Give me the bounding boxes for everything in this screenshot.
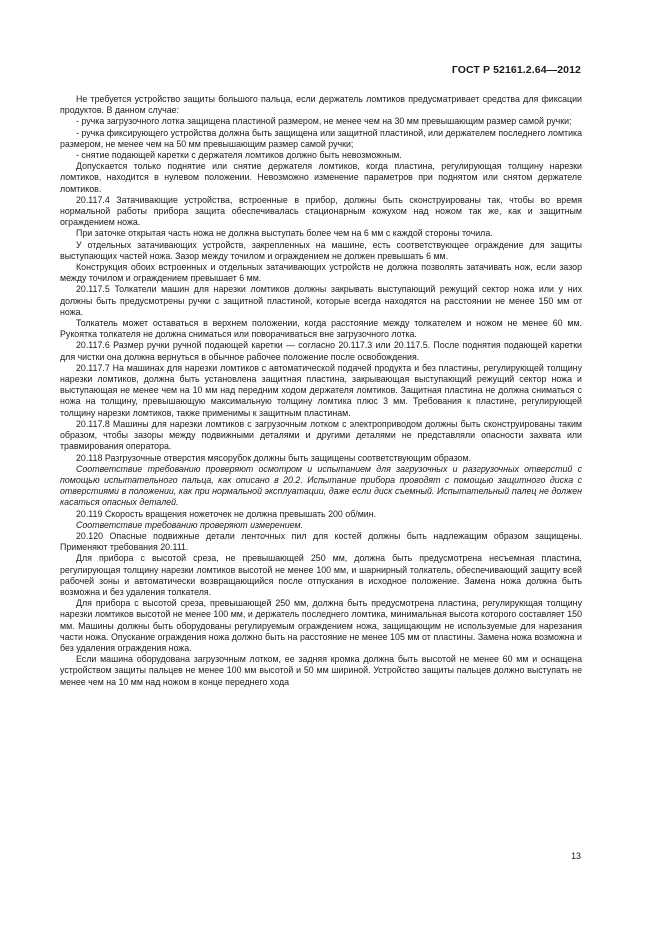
paragraph: Не требуется устройство защиты большого пальца, если держатель ломтиков предусматривает средства для фиксации продуктов. В данном случае: [60,94,582,116]
list-item: - ручка загрузочного лотка защищена пластиной размером, не менее чем на 30 мм превышающим размер самой ручки; [76,116,572,127]
clause-20-117-4: 20.117.4 Затачивающие устройства, встроенные в прибор, должны быть сконструированы так, чтобы во время нормальной работы прибора защита обеспечивалась стационарным кожухом над ножом так же, как и защитным ограждением ножа. [60,194,582,228]
clause-20-117-6: 20.117.6 Размер ручки ручной подающей каретки — согласно 20.117.3 или 20.117.5. После поднятия подающей каретки для чистки она должна вернуться в обычное рабочее положение после освобождения. [60,340,582,362]
clause-20-117-8: 20.117.8 Машины для нарезки ломтиков с загрузочным лотком с электроприводом должны быть сконструированы таким образом, чтобы зазоры между подвижными деталями и другими деталями не представляли опасности захвата или травмирования оператора. [60,418,582,452]
clause-20-117-5: 20.117.5 Толкатели машин для нарезки ломтиков должны закрывать выступающий режущий сектор ножа или у них должны быть предусмотрены ручки с защитной пластиной, которые всегда находятся на расстоянии не менее 150 мм от ножа. [60,284,582,317]
paragraph: Если машина оборудована загрузочным лотком, ее задняя кромка должна быть высотой не менее 60 мм и оснащена устройством защиты пальцев не менее 100 мм высотой и 50 мм шириной. Устройство защиты пальцев должно выступать не менее чем на 10 мм над ножом в конце переднего хода [60,654,582,687]
page-number: 13 [571,851,581,861]
compliance-note: Соответствие требованию проверяют осмотром и испытанием для загрузочных и разгрузочных отверстий с помощью испытательного пальца, как описано в 20.2. Испытание прибора проводят с помощью защитного диска с отверстиями в положении, как при нормальной эксплуатации, даже если диск съемный. Испытательный палец не должен касаться опасных деталей. [60,463,582,508]
clause-20-117-7: 20.117.7 На машинах для нарезки ломтиков с автоматической подачей продукта и без пластины, регулирующей толщину нарезки ломтиков, должна быть установлена защитная пластина, закрывающая выступающий режущий сектор ножа и выступающая не менее чем на 10 мм над передним ходом держателя ломтиков. Защитная пластина не должна сниматься с ножа на толщину, превышающую максимальную толщину ломтика плюс 3 мм. Требования к пластине, регулирующей толщину нарезки ломтиков, также применимы к защитным пластинам. [60,362,582,418]
document-code: ГОСТ Р 52161.2.64—2012 [451,64,581,76]
list-item: - снятие подающей каретки с держателя ломтиков должно быть невозможным. [76,150,402,161]
paragraph: Толкатель может оставаться в верхнем положении, когда расстояние между толкателем и ножом не менее 60 мм. Рукоятка толкателя не должна сниматься или поворачиваться вне загрузочного лотка. [60,318,582,340]
compliance-note: Соответствие требованию проверяют измерением. [76,519,303,530]
paragraph: При заточке открытая часть ножа не должна выступать более чем на 6 мм с каждой стороны точила. [76,228,493,239]
clause-20-118: 20.118 Разгрузочные отверстия мясорубок должны быть защищены соответствующим образом. [76,452,472,463]
paragraph: У отдельных затачивающих устройств, закрепленных на машине, есть соответствующее ограждение для защиты выступающих частей ножа. Зазор между точилом и ограждением не должен превышать 6 мм. [60,239,582,261]
paragraph: Допускается только поднятие или снятие держателя ломтиков, когда пластина, регулирующая толщину нарезки ломтиков, находится в нулевом положении. Невозможно изменение параметров при поднятом или снятом держателе ломтиков. [60,161,582,194]
paragraph: Конструкция обоих встроенных и отдельных затачивающих устройств не должна позволять затачивать нож, если зазор между точилом и ограждением превышает 6 мм. [60,262,582,284]
paragraph: Для прибора с высотой среза, не превышающей 250 мм, должна быть предусмотрена несъемная пластина, регулирующая толщину нарезки ломтиков высотой не менее 100 мм, и шарнирный толкатель, обеспечивающий защиту всей рабочей зоны и автоматически возвращающийся после отпускания в исходное положение. Замена ножа должна быть возможна и без удаления толкателя. [60,553,582,597]
clause-20-120: 20.120 Опасные подвижные детали ленточных пил для костей должны быть надлежащим образом защищены. Применяют требования 20.111. [60,530,582,553]
document-body [60,94,582,688]
clause-20-119: 20.119 Скорость вращения ножеточек не должна превышать 200 об/мин. [76,508,377,519]
list-item: - ручка фиксирующего устройства должна быть защищена или защитной пластиной, или держателем последнего ломтика размером, не менее чем на 50 мм превышающим размер самой ручки; [60,127,582,149]
paragraph: Для прибора с высотой среза, превышающей 250 мм, должна быть предусмотрена пластина, регулирующая толщину нарезки ломтиков высотой не менее 100 мм, и держатель последнего ломтика, минимальная высота которого составляет 150 мм. Машины должны быть оборудованы регулируемым ограждением ножа, защищающим не используемые для нарезания части ножа. Опускание ограждения ножа должно быть на расстояние не менее 105 мм от пластины. Замена ножа возможна и без удаления ограждения ножа. [60,598,582,653]
